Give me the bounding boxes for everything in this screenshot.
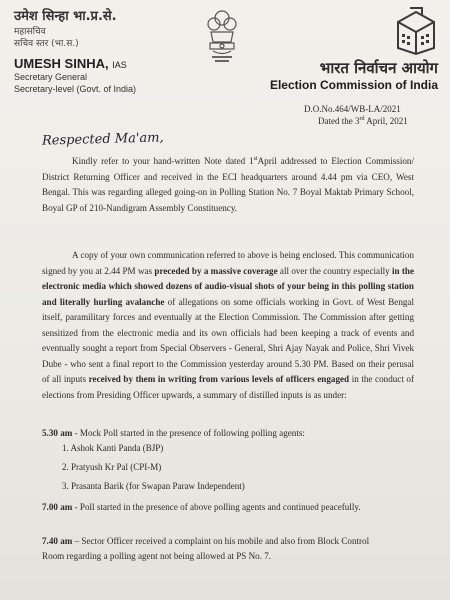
salutation: Respected Ma'am, bbox=[41, 130, 164, 149]
para1-b: April addressed to Election Commission/ District Returning Officer and received in the ECI headquarters around 4.44 pm via CEO, West Bengal. This was regarding alleged going-on in Polling Station No. 7 Boyal Maktab Primary School, Boyal GP of 210-Nandigram Assembly Constituency. bbox=[42, 156, 414, 213]
timeline-740-cont: Room regarding a polling agent not being allowed at PS No. 7. bbox=[42, 551, 272, 561]
timeline-530 bbox=[42, 428, 305, 438]
eci-hindi-title: भारत निर्वाचन आयोग bbox=[319, 59, 438, 77]
time-700: 7.00 am bbox=[42, 502, 73, 512]
polling-agents-list bbox=[62, 443, 245, 500]
sender-name-text: UMESH SINHA, bbox=[14, 56, 109, 71]
hindi-name: उमेश सिन्हा भा.प्र.से. bbox=[14, 9, 117, 24]
para2-t1: A copy of your own communication referred to above is being enclosed. This communication signed by you at 2.44 PM was bbox=[42, 250, 414, 276]
list-item: 1. Ashok Kanti Panda (BJP) bbox=[62, 443, 164, 453]
date-suffix: April, 2021 bbox=[364, 116, 408, 126]
para2-t2: all over the country especially bbox=[277, 265, 392, 276]
para1-a: Kindly refer to your hand-written Note dated 1 bbox=[72, 156, 254, 167]
timeline-700 bbox=[42, 502, 361, 512]
text-530: - Mock Poll started in the presence of following polling agents: bbox=[72, 428, 305, 438]
date-prefix: Dated the 3 bbox=[318, 116, 360, 126]
timeline-740 bbox=[42, 536, 369, 546]
sender-level: Secretary-level (Govt. of India) bbox=[14, 84, 137, 94]
state-emblem-icon bbox=[203, 6, 241, 68]
list-item: 3. Prasanta Barik (for Swapan Paraw Independent) bbox=[62, 481, 245, 491]
list-item: 2. Pratyush Kr Pal (CPI-M) bbox=[62, 462, 162, 472]
text-740-1: – Sector Officer received a complaint on his mobile and also from Block Control bbox=[72, 536, 370, 546]
para2-b3: received by them in writing from various levels of officers engaged bbox=[88, 374, 350, 384]
date-sup: rd bbox=[359, 116, 365, 122]
para2-b1: preceded by a massive coverage bbox=[154, 265, 278, 276]
time-740: 7.40 am bbox=[42, 536, 73, 546]
hindi-level: सचिव स्तर (भा.स.) bbox=[14, 39, 79, 49]
paragraph-2 bbox=[42, 248, 414, 403]
paragraph-1 bbox=[42, 152, 414, 216]
para2-b2: in the electronic media which showed dozens of audio-visual shots of your being in this polling station and literally hurling avalanche bbox=[42, 265, 414, 307]
para2-t3: of allegations on some officials working in Govt. of West Bengal itself, paramilitary forces and eventually at the Election Commission. The Commission after getting sensitized from the electronic media and its own officials had been keeping a track of events and eventually sought a report from Special Observers - General, Shri Ajay Nayak and Police, Shri Vivek Dube - who sent a final report to the Commission yesterday around 5.30 PM. Based on their perusal of all inputs bbox=[42, 296, 414, 384]
sender-designation: Secretary General bbox=[14, 72, 88, 82]
para1-sup: st bbox=[253, 156, 258, 162]
sender-name bbox=[14, 56, 127, 71]
text-700: - Poll started in the presence of above polling agents and continued peacefully. bbox=[72, 502, 361, 512]
letter-date bbox=[318, 116, 408, 126]
sender-service: IAS bbox=[112, 60, 127, 70]
ballot-box-logo-icon bbox=[392, 4, 440, 56]
para2-t4: in the conduct of elections from Presiding Officer upwards, a summary of distilled inputs is as under: bbox=[42, 374, 415, 400]
time-530: 5.30 am bbox=[42, 428, 73, 438]
reference-number: D.O.No.464/WB-LA/2021 bbox=[304, 104, 401, 114]
hindi-title: महासचिव bbox=[14, 27, 46, 37]
eci-english-title: Election Commission of India bbox=[269, 78, 438, 92]
